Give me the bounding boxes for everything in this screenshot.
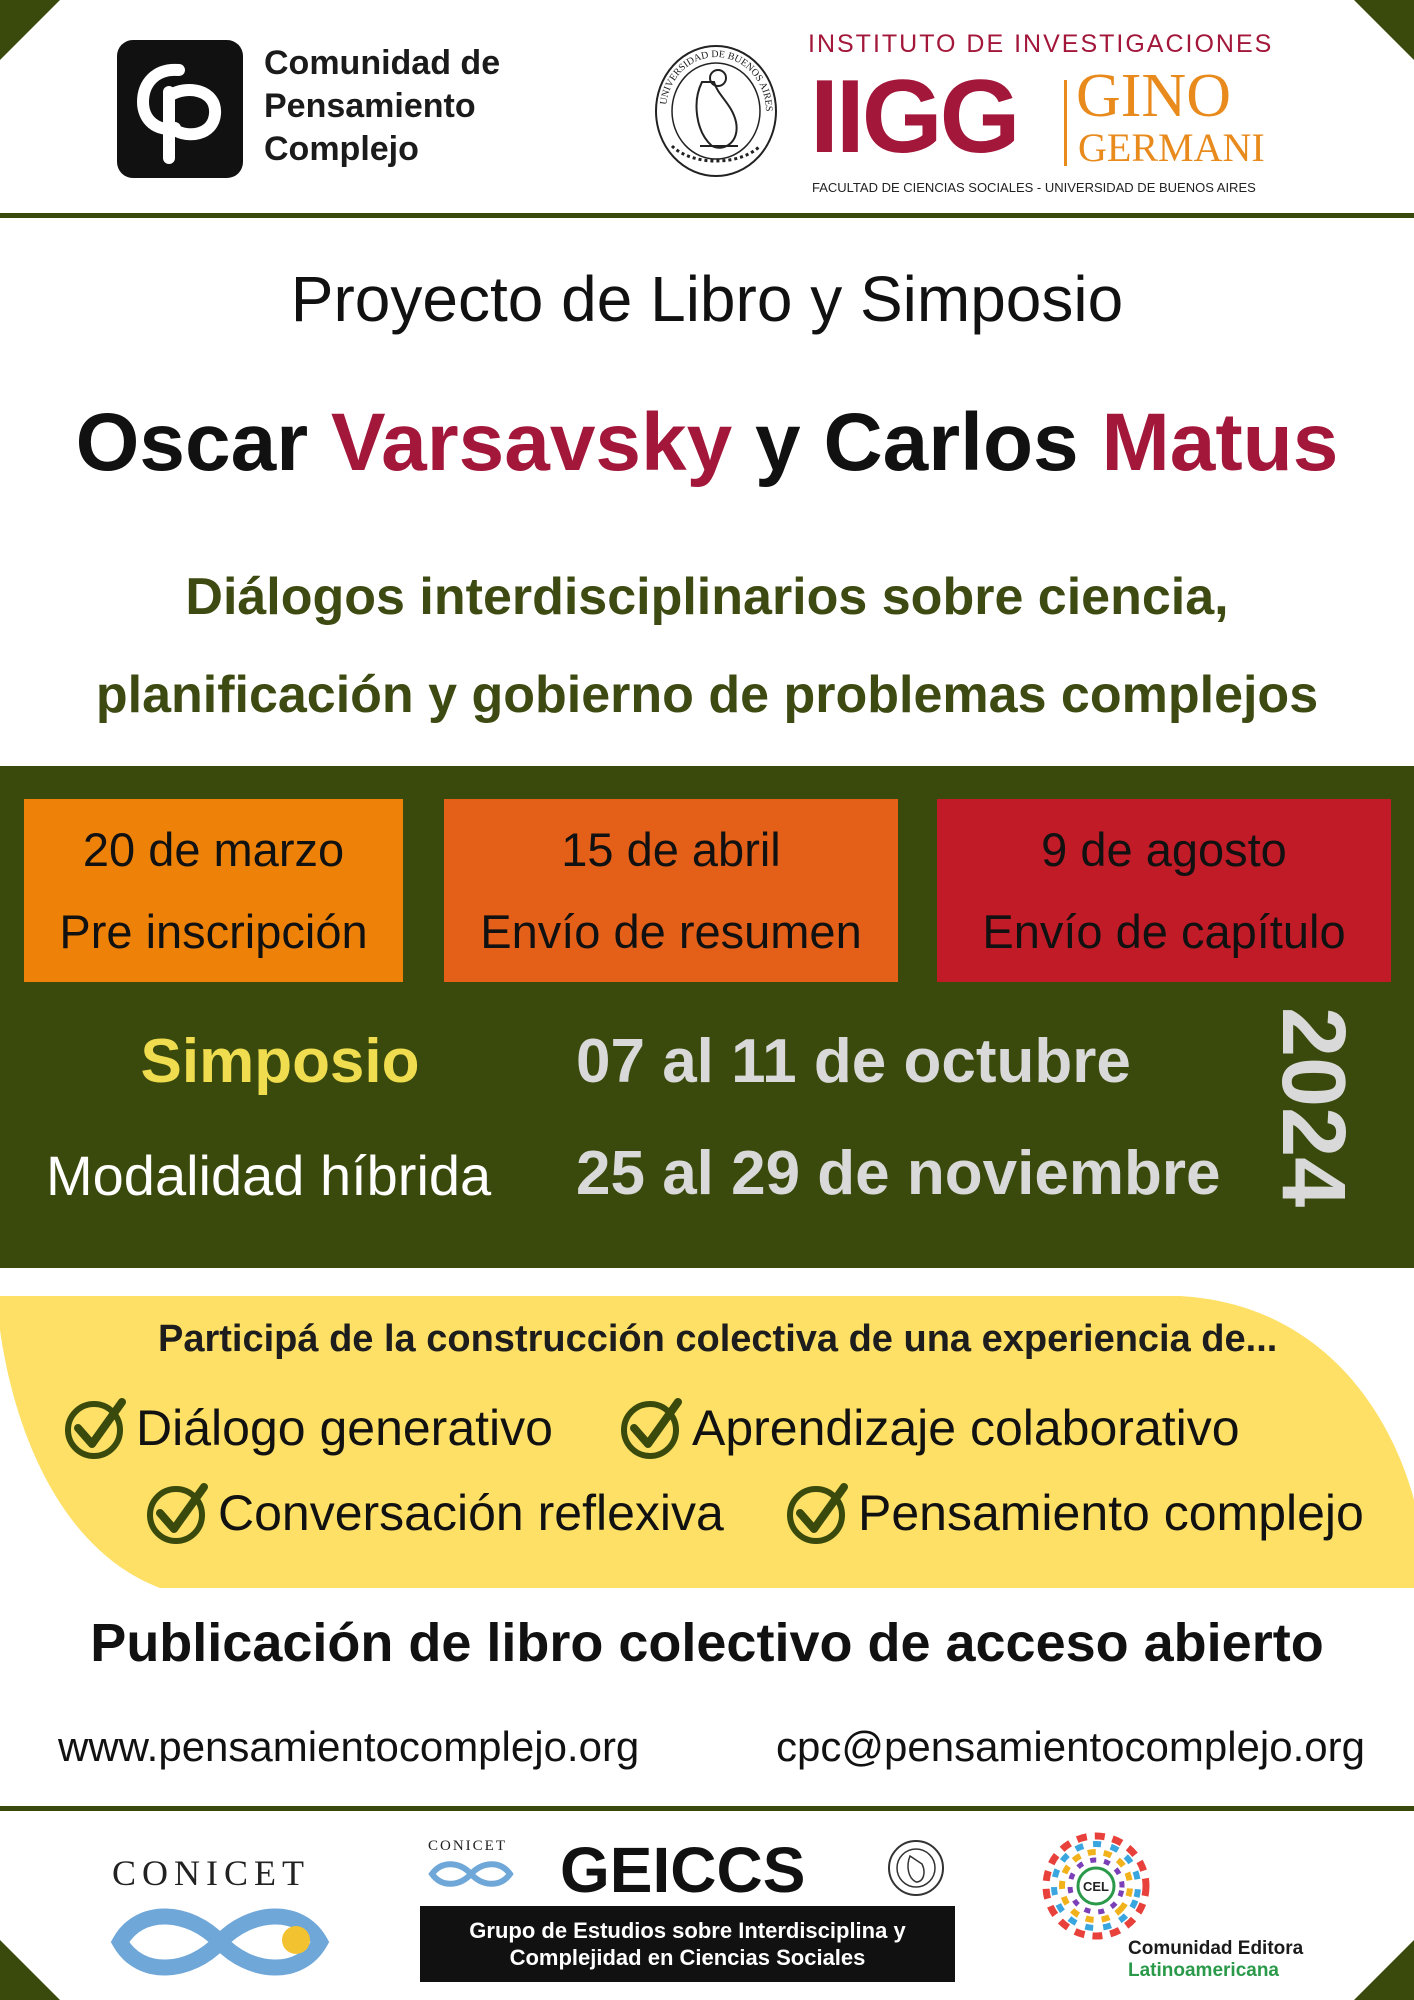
conicet-infinity-icon: [110, 1900, 330, 1980]
footer-divider: [0, 1806, 1414, 1811]
germani-wordmark: GERMANI: [1078, 125, 1265, 170]
cpc-name-line: Pensamiento: [264, 87, 476, 125]
corner-decoration-top-left: [0, 0, 60, 60]
feature-item: [144, 1477, 724, 1557]
symposium-dates-november: 25 al 29 de noviembre: [576, 1139, 1221, 1208]
conicet-small-infinity-icon: [428, 1858, 514, 1890]
name2-first: Carlos: [823, 397, 1079, 488]
name1-last: Varsavsky: [330, 397, 733, 488]
check-circle-icon: [618, 1392, 686, 1472]
deadline-date: 20 de marzo: [82, 823, 345, 876]
deadline-box-capitulo: [937, 799, 1391, 982]
deadline-box-resumen: [444, 799, 898, 982]
iigg-acronym: IIGG: [810, 59, 1018, 175]
subtitle-line: planificación y gobierno de problemas complejos: [95, 666, 1319, 724]
deadline-label: Pre inscripción: [59, 905, 368, 958]
subtitle-line: Diálogos interdisciplinarios sobre ciencia,: [185, 568, 1229, 626]
feature-label: Aprendizaje colaborativo: [692, 1400, 1240, 1457]
header-divider: [0, 213, 1414, 218]
symposium-year: 2024: [1263, 1007, 1363, 1208]
check-circle-icon: [144, 1477, 212, 1557]
conicet-wordmark: CONICET: [112, 1853, 310, 1893]
name2-last: Matus: [1101, 397, 1339, 488]
cpc-name-line: Comunidad de: [264, 44, 501, 82]
faculty-line: FACULTAD DE CIENCIAS SOCIALES - UNIVERSIDAD DE BUENOS AIRES: [812, 180, 1256, 195]
corner-decoration-top-right: [1354, 0, 1414, 60]
cel-badge: CEL: [1083, 1879, 1109, 1894]
symposium-label: Simposio: [140, 1027, 420, 1096]
cel-name-line2: [1128, 1960, 1279, 1982]
feature-label: Pensamiento complejo: [858, 1485, 1364, 1542]
cel-name-line1: Comunidad Editora: [1128, 1938, 1304, 1959]
website-link[interactable]: www.pensamientocomplejo.org: [58, 1723, 640, 1770]
publication-statement: Publicación de libro colectivo de acceso abierto: [90, 1613, 1324, 1673]
cpc-name: [264, 42, 500, 171]
uba-mini-seal-icon: [886, 1838, 946, 1898]
uba-seal-icon: [652, 42, 780, 180]
institute-line: INSTITUTO DE INVESTIGACIONES: [808, 30, 1274, 58]
check-circle-icon: [784, 1477, 852, 1557]
deadline-label: Envío de capítulo: [982, 905, 1346, 958]
deadline-box-preinscripcion: [24, 799, 403, 982]
cpc-logo-icon: [117, 40, 243, 178]
seal-text: UNIVERSIDAD DE BUENOS AIRES: [658, 48, 775, 112]
geiccs-wordmark: GEICCS: [560, 1834, 806, 1906]
check-circle-icon: [62, 1392, 130, 1472]
symposium-dates-october: 07 al 11 de octubre: [576, 1027, 1131, 1096]
cel-name-line2-text: Latinoamericana: [1128, 1960, 1279, 1981]
feature-item: [784, 1477, 1364, 1557]
symposium-mode: Modalidad híbrida: [46, 1144, 492, 1207]
cpc-name-line: Complejo: [264, 130, 419, 168]
project-title: Proyecto de Libro y Simposio: [290, 263, 1124, 335]
geiccs-description-line: Grupo de Estudios sobre Interdisciplina y: [469, 1918, 906, 1943]
conicet-small-wordmark: CONICET: [428, 1838, 507, 1854]
email-link[interactable]: cpc@pensamientocomplejo.org: [776, 1723, 1365, 1770]
iigg-divider: [1064, 80, 1067, 166]
name-connector: y: [755, 397, 801, 488]
subtitle: [0, 548, 1414, 744]
participation-intro: Participá de la construcción colectiva de una experiencia de...: [158, 1318, 1278, 1360]
geiccs-description-line: Complejidad en Ciencias Sociales: [509, 1945, 866, 1970]
corner-decoration-bottom-right: [1354, 1940, 1414, 2000]
deadline-date: 9 de agosto: [1041, 823, 1287, 876]
feature-item: [618, 1392, 1240, 1472]
name1-first: Oscar: [75, 397, 309, 488]
cel-flower-icon: [1036, 1826, 1156, 1946]
deadline-label: Envío de resumen: [480, 905, 862, 958]
feature-label: Diálogo generativo: [136, 1400, 553, 1457]
feature-label: Conversación reflexiva: [218, 1485, 724, 1542]
corner-decoration-bottom-left: [0, 1940, 60, 2000]
geiccs-description: [420, 1906, 955, 1982]
feature-item: [62, 1392, 553, 1472]
deadline-date: 15 de abril: [561, 823, 781, 876]
gino-wordmark: GINO: [1076, 62, 1231, 130]
honorees-title: [0, 396, 1414, 490]
